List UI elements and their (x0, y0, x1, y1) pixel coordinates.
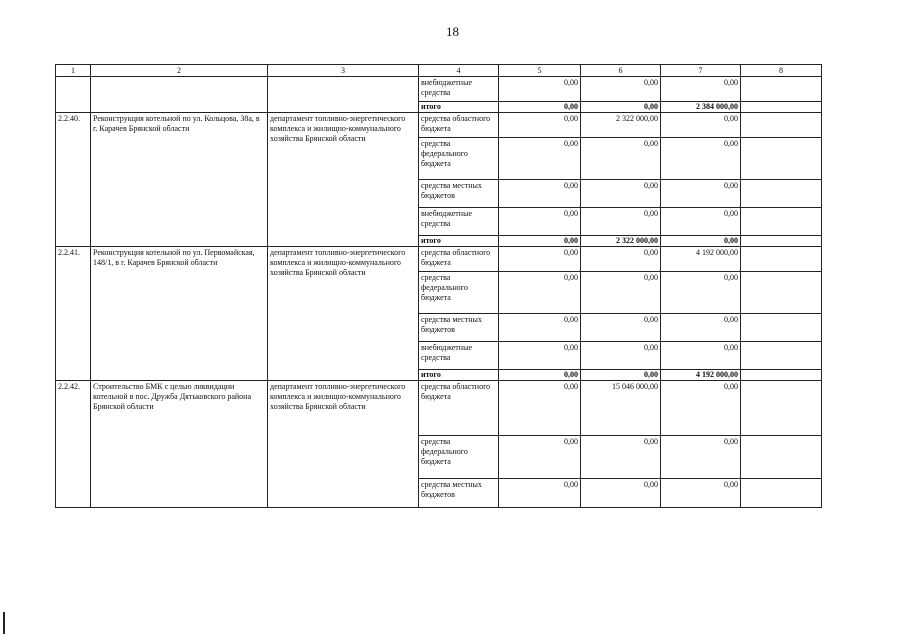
value-col6-cell: 0,00 (581, 479, 661, 508)
funding-source-cell: итого (419, 370, 499, 381)
column-header: 8 (741, 65, 822, 77)
value-col5-cell: 0,00 (499, 113, 581, 138)
value-col6-cell: 0,00 (581, 138, 661, 180)
funding-source-cell: средства областного бюджета (419, 381, 499, 436)
value-col5-cell: 0,00 (499, 77, 581, 102)
value-col5-cell: 0,00 (499, 342, 581, 370)
column-header: 6 (581, 65, 661, 77)
value-col6-cell: 15 046 000,00 (581, 381, 661, 436)
value-col5-cell: 0,00 (499, 208, 581, 236)
funding-source-cell: внебюджетные средства (419, 77, 499, 102)
table-body (56, 65, 822, 508)
value-col7-cell: 0,00 (661, 77, 741, 102)
item-name-cell: Реконструкция котельной по ул. Кольцова, 38а, в г. Карачев Брянской области (91, 113, 268, 247)
column-header: 4 (419, 65, 499, 77)
value-col5-cell: 0,00 (499, 381, 581, 436)
value-col7-cell: 0,00 (661, 180, 741, 208)
value-col7-cell: 2 384 000,00 (661, 102, 741, 113)
value-col7-cell: 0,00 (661, 436, 741, 479)
value-col6-cell: 0,00 (581, 370, 661, 381)
value-col8-cell (741, 77, 822, 102)
table-row (56, 247, 822, 272)
value-col6-cell: 0,00 (581, 247, 661, 272)
value-col7-cell: 0,00 (661, 113, 741, 138)
value-col7-cell: 0,00 (661, 342, 741, 370)
value-col8-cell (741, 370, 822, 381)
value-col5-cell: 0,00 (499, 314, 581, 342)
value-col7-cell: 0,00 (661, 272, 741, 314)
value-col8-cell (741, 272, 822, 314)
value-col6-cell: 2 322 000,00 (581, 236, 661, 247)
value-col8-cell (741, 342, 822, 370)
executor-cell: департамент топливно-энергетического комплекса и жилищно-коммунального хозяйства Брянской области (268, 381, 419, 508)
executor-cell (268, 77, 419, 113)
item-name-cell: Строительство БМК с целью ликвидации котельной в пос. Дружба Дятьковского района Брянской области (91, 381, 268, 508)
value-col5-cell: 0,00 (499, 272, 581, 314)
table-row (56, 381, 822, 436)
column-header: 3 (268, 65, 419, 77)
item-number-cell: 2.2.41. (56, 247, 91, 381)
executor-cell: департамент топливно-энергетического комплекса и жилищно-коммунального хозяйства Брянской области (268, 113, 419, 247)
funding-source-cell: средства местных бюджетов (419, 314, 499, 342)
value-col8-cell (741, 381, 822, 436)
value-col6-cell: 0,00 (581, 77, 661, 102)
funding-source-cell: средства областного бюджета (419, 113, 499, 138)
value-col5-cell: 0,00 (499, 180, 581, 208)
funding-source-cell: средства федерального бюджета (419, 272, 499, 314)
value-col7-cell: 4 192 000,00 (661, 247, 741, 272)
value-col5-cell: 0,00 (499, 102, 581, 113)
funding-source-cell: средства федерального бюджета (419, 138, 499, 180)
item-number-cell: 2.2.42. (56, 381, 91, 508)
item-name-cell (91, 77, 268, 113)
value-col5-cell: 0,00 (499, 138, 581, 180)
value-col7-cell: 4 192 000,00 (661, 370, 741, 381)
executor-cell: департамент топливно-энергетического комплекса и жилищно-коммунального хозяйства Брянской области (268, 247, 419, 381)
funding-source-cell: внебюджетные средства (419, 342, 499, 370)
value-col8-cell (741, 236, 822, 247)
value-col8-cell (741, 314, 822, 342)
header-row (56, 65, 822, 77)
column-header: 2 (91, 65, 268, 77)
value-col6-cell: 0,00 (581, 342, 661, 370)
column-header: 5 (499, 65, 581, 77)
value-col8-cell (741, 113, 822, 138)
value-col5-cell: 0,00 (499, 436, 581, 479)
value-col6-cell: 2 322 000,00 (581, 113, 661, 138)
value-col6-cell: 0,00 (581, 436, 661, 479)
page-number: 18 (446, 24, 459, 39)
value-col5-cell: 0,00 (499, 247, 581, 272)
item-number-cell (56, 77, 91, 113)
value-col8-cell (741, 138, 822, 180)
value-col8-cell (741, 436, 822, 479)
funding-source-cell: средства областного бюджета (419, 247, 499, 272)
value-col5-cell: 0,00 (499, 479, 581, 508)
value-col8-cell (741, 479, 822, 508)
value-col7-cell: 0,00 (661, 314, 741, 342)
value-col8-cell (741, 247, 822, 272)
value-col7-cell: 0,00 (661, 381, 741, 436)
value-col8-cell (741, 208, 822, 236)
funding-source-cell: итого (419, 102, 499, 113)
value-col7-cell: 0,00 (661, 138, 741, 180)
funding-source-cell: средства местных бюджетов (419, 180, 499, 208)
value-col8-cell (741, 180, 822, 208)
table-row (56, 113, 822, 138)
value-col6-cell: 0,00 (581, 180, 661, 208)
value-col6-cell: 0,00 (581, 102, 661, 113)
funding-source-cell: внебюджетные средства (419, 208, 499, 236)
value-col7-cell: 0,00 (661, 479, 741, 508)
table-row (56, 77, 822, 102)
value-col7-cell: 0,00 (661, 208, 741, 236)
funding-source-cell: итого (419, 236, 499, 247)
value-col6-cell: 0,00 (581, 208, 661, 236)
value-col7-cell: 0,00 (661, 236, 741, 247)
value-col5-cell: 0,00 (499, 370, 581, 381)
item-number-cell: 2.2.40. (56, 113, 91, 247)
value-col6-cell: 0,00 (581, 314, 661, 342)
value-col8-cell (741, 102, 822, 113)
column-header: 7 (661, 65, 741, 77)
funding-source-cell: средства местных бюджетов (419, 479, 499, 508)
margin-mark (3, 612, 5, 634)
value-col6-cell: 0,00 (581, 272, 661, 314)
budget-table (55, 64, 822, 508)
value-col5-cell: 0,00 (499, 236, 581, 247)
column-header: 1 (56, 65, 91, 77)
item-name-cell: Реконструкция котельной по ул. Первомайская, 148/1, в г. Карачев Брянской области (91, 247, 268, 381)
funding-source-cell: средства федерального бюджета (419, 436, 499, 479)
